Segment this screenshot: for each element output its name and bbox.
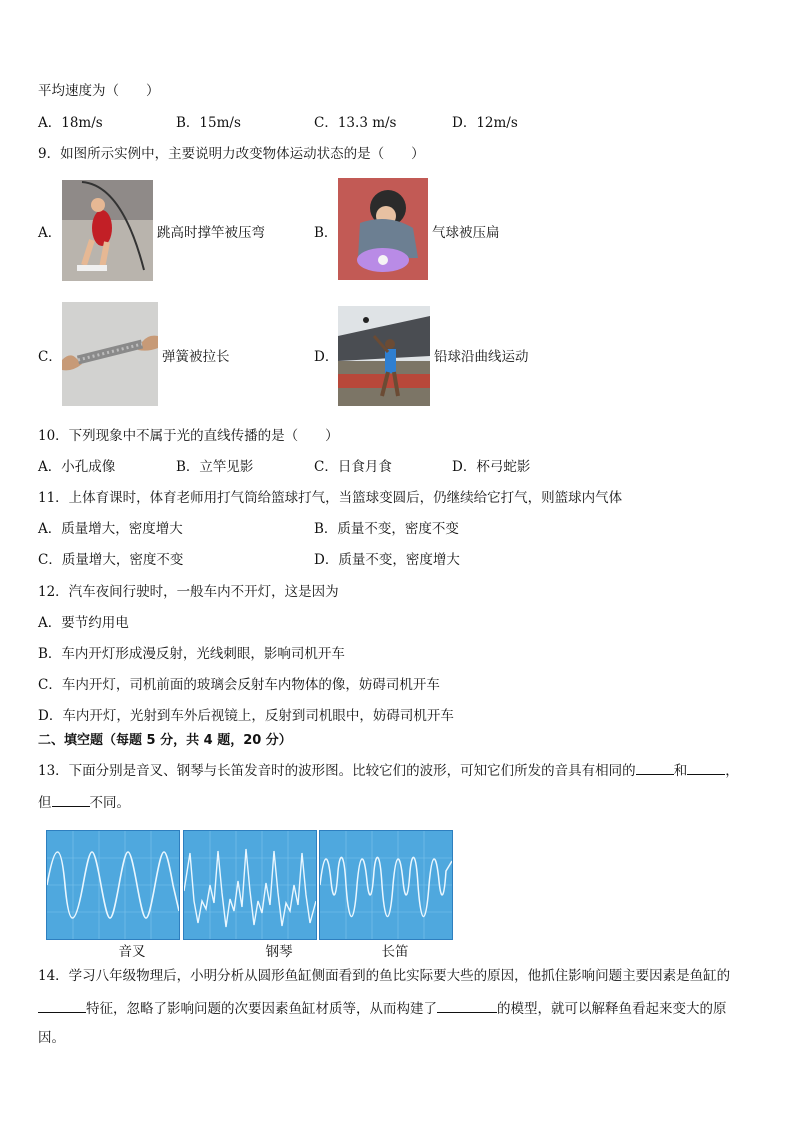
q12-option-c[interactable]: C．车内开灯，司机前面的玻璃会反射车内物体的像，妨碍司机开车 — [38, 677, 440, 693]
q12-option-b[interactable]: B．车内开灯形成漫反射，光线刺眼，影响司机开车 — [38, 646, 345, 662]
shot-put-photo — [338, 306, 430, 406]
q8-option-d[interactable]: D．12m/s — [452, 115, 518, 131]
tuning-fork-waveform — [46, 830, 180, 940]
q8-text-tail: 平均速度为（ ） — [38, 83, 160, 99]
q9-option-a-caption: 跳高时撑竿被压弯 — [157, 225, 265, 241]
q11-option-d[interactable]: D．质量不变，密度增大 — [314, 552, 460, 568]
q10-option-a[interactable]: A．小孔成像 — [38, 459, 116, 475]
pole-vault-photo — [62, 180, 153, 281]
q11-stem: 11．上体育课时，体育老师用打气筒给篮球打气，当篮球变圆后，仍继续给它打气，则篮球内气体 — [38, 490, 623, 506]
q13-line2: 但 不同。 — [38, 792, 130, 812]
q13-blank-3[interactable] — [52, 792, 90, 807]
q14-line3: 因。 — [38, 1030, 65, 1046]
label-flute: 长笛 — [381, 944, 409, 960]
q10-option-d[interactable]: D．杯弓蛇影 — [452, 459, 531, 475]
q11-option-c[interactable]: C．质量增大，密度不变 — [38, 552, 184, 568]
q9-option-c-caption: 弹簧被拉长 — [162, 349, 230, 365]
q12-option-a[interactable]: A．要节约用电 — [38, 615, 129, 631]
section-title: 二、填空题（每题 5 分，共 4 题，20 分） — [38, 733, 292, 748]
q14-line1: 14．学习八年级物理后，小明分析从圆形鱼缸侧面看到的鱼比实际要大些的原因，他抓住影响问题主要因素是鱼缸的 — [38, 968, 731, 984]
balloon-photo — [338, 178, 428, 280]
label-piano: 钢琴 — [265, 944, 293, 960]
q9-option-d-caption: 铅球沿曲线运动 — [434, 349, 529, 365]
q14-line2: 特征，忽略了影响问题的次要因素鱼缸材质等，从而构建了 的模型，就可以解释鱼看起来变大的原 — [38, 998, 727, 1018]
piano-waveform — [183, 830, 317, 940]
q8-option-b[interactable]: B．15m/s — [176, 115, 241, 131]
q9-option-c-letter[interactable]: C． — [38, 349, 62, 365]
q8-option-c[interactable]: C．13.3 m/s — [314, 115, 397, 131]
q14-blank-1[interactable] — [38, 998, 86, 1013]
q12-stem: 12．汽车夜间行驶时，一般车内不开灯，这是因为 — [38, 584, 339, 600]
q12-option-d[interactable]: D．车内开灯，光射到车外后视镜上，反射到司机眼中，妨碍司机开车 — [38, 708, 454, 724]
spring-photo — [62, 302, 158, 406]
flute-waveform — [319, 830, 453, 940]
q10-stem: 10．下列现象中不属于光的直线传播的是（ ） — [38, 428, 339, 444]
q9-option-a-letter[interactable]: A． — [38, 225, 62, 241]
q9-stem: 9．如图所示实例中，主要说明力改变物体运动状态的是（ ） — [38, 146, 425, 162]
q11-option-b[interactable]: B．质量不变，密度不变 — [314, 521, 459, 537]
q9-option-b-letter[interactable]: B． — [314, 225, 338, 241]
q13-blank-1[interactable] — [636, 760, 674, 775]
q13-blank-2[interactable] — [687, 760, 725, 775]
label-tuning-fork: 音叉 — [118, 944, 146, 960]
q11-option-a[interactable]: A．质量增大，密度增大 — [38, 521, 183, 537]
q10-option-c[interactable]: C．日食月食 — [314, 459, 392, 475]
q14-blank-2[interactable] — [437, 998, 497, 1013]
q9-option-d-letter[interactable]: D． — [314, 349, 339, 365]
q9-option-b-caption: 气球被压扁 — [432, 225, 500, 241]
q10-option-b[interactable]: B．立竿见影 — [176, 459, 254, 475]
q13-line1: 13．下面分别是音叉、钢琴与长笛发音时的波形图。比较它们的波形，可知它们所发的音具有相同的 和 ， — [38, 760, 739, 780]
q8-option-a[interactable]: A．18m/s — [38, 115, 103, 131]
